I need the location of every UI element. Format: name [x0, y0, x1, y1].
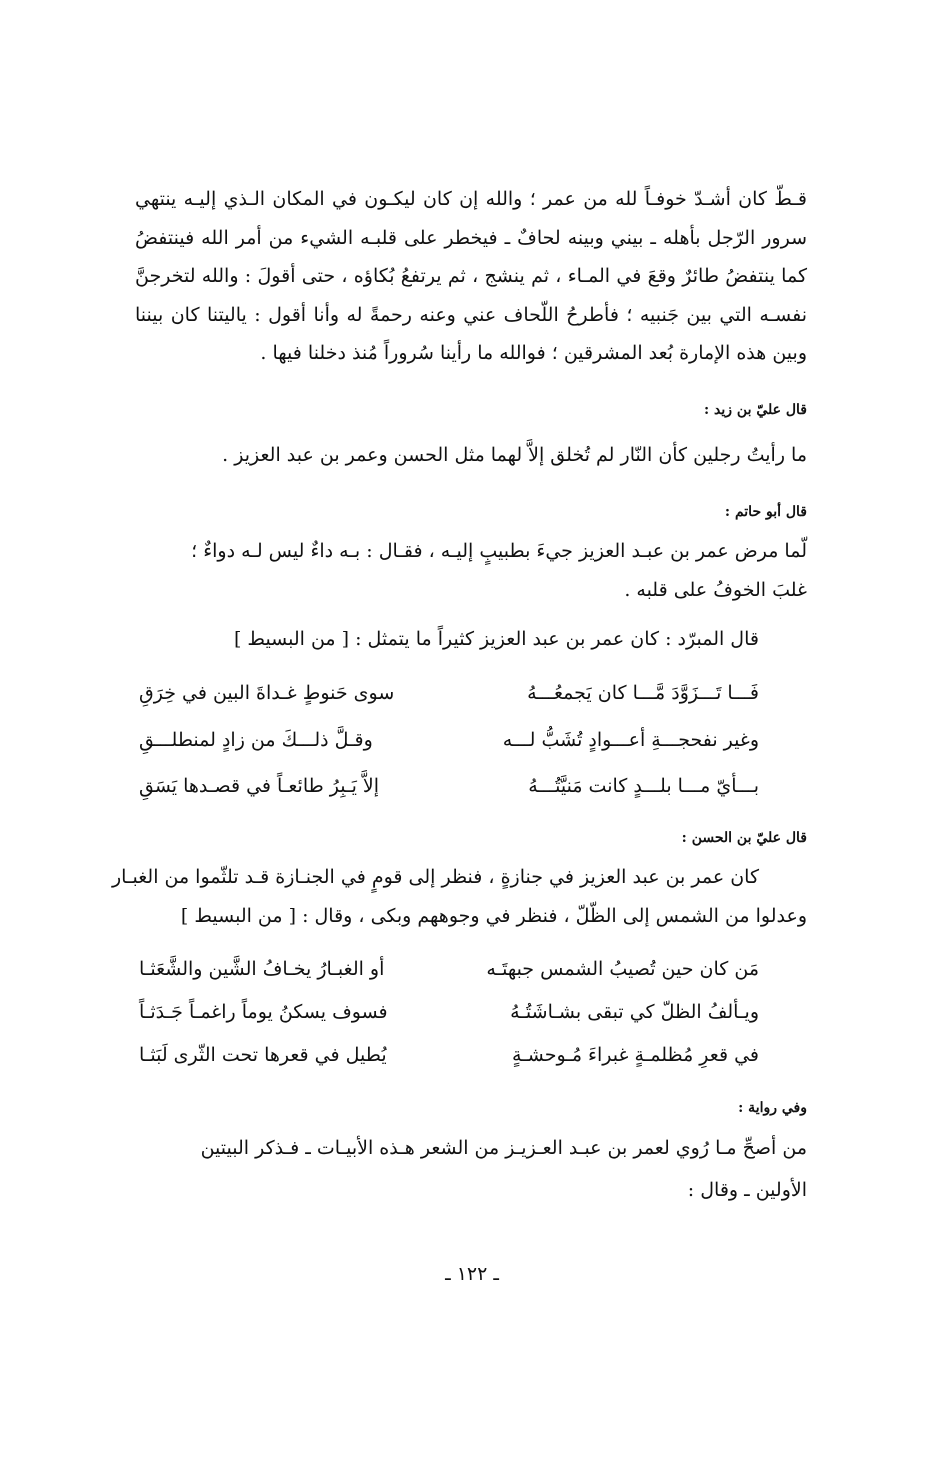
hemistich-second: فسوف يسكنُ يوماً راغمـاً جَـدَثـاً	[139, 1001, 388, 1023]
riwaya-line-2: الأولين ـ وقال :	[687, 1179, 807, 1201]
attribution-riwaya: وفي رواية :	[738, 1100, 807, 1116]
poem2-verse	[139, 958, 759, 980]
quote-ali-bin-zaid: ما رأيتُ رجلين كأن النّار لم تُخلق إلاَّ لهما مثل الحسن وعمر بن عبد العزيز .	[222, 444, 807, 466]
paragraph-opening: قـطّ كان أشـدّ خوفـاً لله من عمر ؛ والله إن كان ليكـون في المكان الـذي إليـه ينتهي سرور الرّجل بأهله ـ بيني وبينه لحافٌ ـ فيخطر على قلبـه الشيء من أمر الله فينتفضُ كما ينتفضُ طائرٌ وقعَ في المـاء ، ثم ينشج ، ثم يرتفعُ بُكاؤه ، حتى أقولَ : والله لتخرجنَّ نفسـه التي بين جَنبيه ؛ فأطرحُ اللّحاف عني وعنه رحمةً له وأنا أقول : ياليتنا كان بيننا وبين هذه الإمارة بُعد المشرقين ؛ فوالله ما رأينا سُروراً مُنذ دخلنا فيها .	[135, 188, 807, 364]
hemistich-second: وقـلَّ ذلـــكَ من زادٍ لمنطلـــقِ	[139, 729, 373, 751]
hemistich-first: فَـــا تَـــزَوَّدَ مَّـــا كان يَجمعُـــهُ	[527, 682, 759, 704]
mubarrad-intro: قال المبرّد : كان عمر بن عبد العزيز كثيراً ما يتمثل : [ من البسيط ]	[233, 628, 759, 650]
abu-hatim-line-2: غلبَ الخوفُ على قلبه .	[624, 579, 807, 601]
attribution-ali-bin-zaid: قال عليّ بن زيد :	[703, 402, 807, 418]
attribution-abu-hatim: قال أبو حاتم :	[724, 504, 807, 520]
poem1-verse	[139, 682, 759, 704]
hemistich-second: يُطيل في قعرها تحت الثّرى لَبَثـا	[139, 1044, 387, 1066]
abu-hatim-line-1: لّما مرض عمر بن عبـد العزيز جيءَ بطبيبٍ إليـه ، فقـال : بـه داءٌ ليس لـه دواءٌ ؛	[191, 540, 807, 562]
riwaya-line-1: من أصحِّ مـا رُوي لعمر بن عبـد العـزيـز من الشعر هـذه الأبيـات ـ فـذكر البيتين	[200, 1137, 807, 1159]
poem1-verse	[139, 775, 759, 797]
ali-hasan-line-2: وعدلوا من الشمس إلى الظّلّ ، فنظر في وجوههم وبكى ، وقال : [ من البسيط ]	[180, 905, 807, 927]
poem2-verse	[139, 1001, 759, 1023]
hemistich-second: أو الغبـارُ يخـافُ الشَّين والشَّعَثـا	[139, 958, 385, 980]
hemistich-first: بـــأيّ مـــا بلـــدٍ كانت مَنيَّتُـــهُ	[528, 775, 759, 797]
hemistich-first: في قعرِ مُظلمـةٍ غبراءَ مُـوحشـةٍ	[512, 1044, 759, 1066]
page-number: ـ ١٢٢ ـ	[445, 1263, 499, 1285]
ali-hasan-line-1: كان عمر بن عبد العزيز في جنازةٍ ، فنظر إلى قومٍ في الجنـازة قـد تلثّموا من الغبـار	[111, 866, 759, 888]
hemistich-first: مَن كان حين تُصيبُ الشمس جبهتَـه	[486, 958, 759, 980]
hemistich-second: سوى حَنوطٍ غـداةَ البين في خِرَقِ	[139, 682, 395, 704]
hemistich-first: ويـألفُ الظلّ كي تبقى بشـاشَتُـهُ	[510, 1001, 759, 1023]
attribution-ali-bin-hasan: قال عليّ بن الحسن :	[681, 830, 807, 846]
poem2-verse	[139, 1044, 759, 1066]
hemistich-second: إلاَّ يَـبِرُ طائعـاً في قصـدها يَسَقِ	[139, 775, 380, 797]
hemistich-first: وغير نفحجـــةِ أعـــوادٍ تُشَبُّ لـــه	[502, 729, 759, 751]
poem1-verse	[139, 729, 759, 751]
